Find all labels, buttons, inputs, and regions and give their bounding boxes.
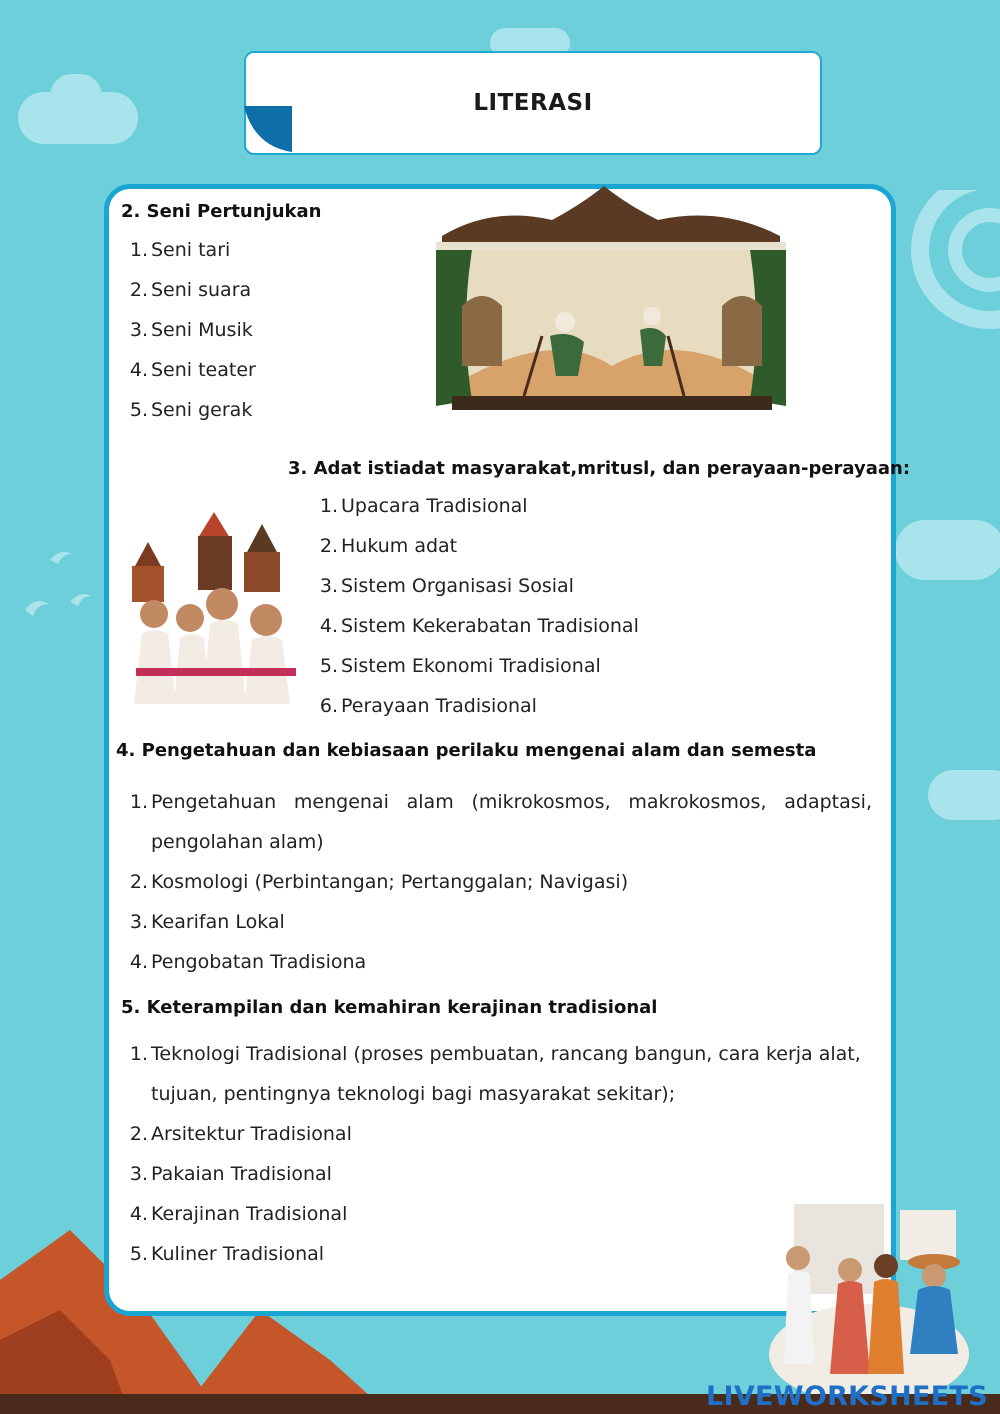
list-item: 3. Pakaian Tradisional [129,1163,332,1185]
list-item: 4. Seni teater [129,359,256,381]
section-heading-pengetahuan: 4. Pengetahuan dan kebiasaan perilaku mengenai alam dan semesta [116,740,817,761]
list-pengetahuan [128,782,872,982]
list-item: 3. Sistem Organisasi Sosial [319,575,574,597]
list-item: 1. Pengetahuan mengenai alam (mikrokosmos, makrokosmos, adaptasi, pengolahan alam) [129,791,872,853]
list-item: 1. Seni tari [129,239,231,261]
section-heading-adat-istiadat: 3. Adat istiadat masyarakat,mritusl, dan perayaan-perayaan: [288,458,911,479]
liveworksheets-logo[interactable] [706,1381,988,1412]
list-item: 2. Arsitektur Tradisional [129,1123,352,1145]
list-item: 5. Sistem Ekonomi Tradisional [319,655,601,677]
list-item: 4. Pengobatan Tradisiona [129,951,367,973]
page-title: LITERASI [473,90,593,116]
section-heading-seni-pertunjukan: 2. Seni Pertunjukan [121,201,322,222]
spiral-decoration [880,190,1000,330]
cloud-decoration [928,770,1000,820]
list-item: 5. Seni gerak [129,399,253,421]
cloud-decoration [895,520,1000,580]
list-item: 3. Seni Musik [129,319,253,341]
list-item: 2. Kosmologi (Perbintangan; Pertanggalan; Navigasi) [129,871,629,893]
balinese-ceremony-illustration [114,508,310,706]
list-item: 4. Sistem Kekerabatan Tradisional [319,615,639,637]
list-item: 2. Seni suara [129,279,252,301]
section-heading-keterampilan: 5. Keterampilan dan kemahiran kerajinan tradisional [121,997,658,1018]
cloud-decoration [50,74,102,118]
list-item: 5. Kuliner Tradisional [129,1243,325,1265]
people-illustration [764,1204,974,1394]
title-banner [244,51,822,155]
list-item: 1. Teknologi Tradisional (proses pembuatan, rancang bangun, cara kerja alat, tujuan, pentingnya teknologi bagi masyarakat sekitar); [129,1043,861,1105]
list-item: 2. Hukum adat [319,535,458,557]
list-item: 4. Kerajinan Tradisional [129,1203,348,1225]
list-item: 1. Upacara Tradisional [319,495,528,517]
banner-fold-decoration [244,106,292,154]
list-item: 6. Perayaan Tradisional [319,695,537,717]
list-item: 3. Kearifan Lokal [129,911,285,933]
wayang-stage-illustration [432,186,790,420]
list-seni-pertunjukan [128,230,408,430]
list-adat-istiadat [318,486,838,726]
birds-decoration [20,540,110,630]
logo-text: LIVEWORKSHEETS [705,1381,988,1412]
